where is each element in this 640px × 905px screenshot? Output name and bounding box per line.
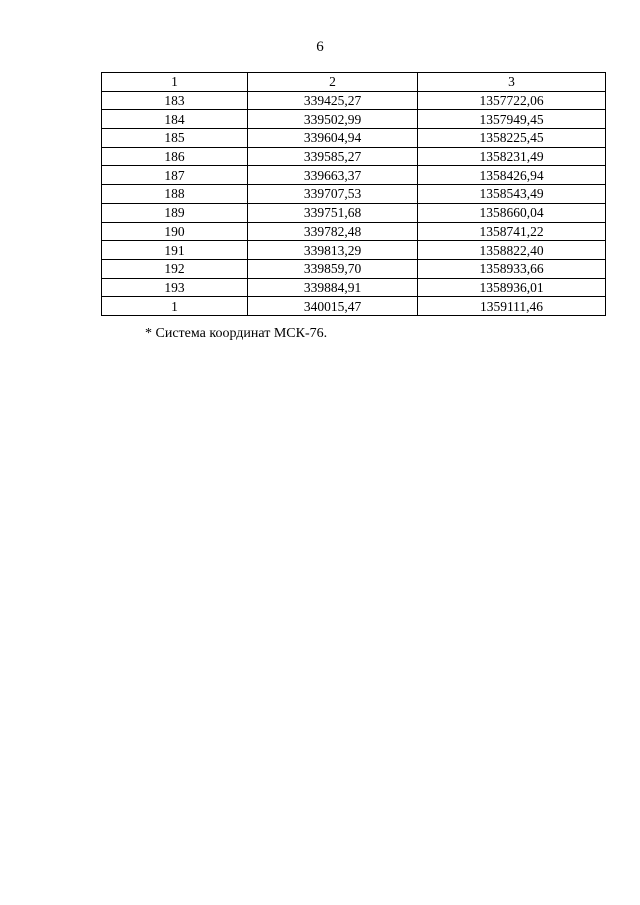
y-coordinate-cell: 1358225,45 <box>418 129 606 148</box>
y-coordinate-cell: 1357722,06 <box>418 91 606 110</box>
table-row <box>102 129 606 148</box>
table-row <box>102 110 606 129</box>
table-row <box>102 91 606 110</box>
point-number-cell: 186 <box>102 147 248 166</box>
column-header-2: 2 <box>248 73 418 92</box>
column-header-1: 1 <box>102 73 248 92</box>
table-row <box>102 222 606 241</box>
coordinates-table <box>101 72 606 316</box>
y-coordinate-cell: 1358543,49 <box>418 185 606 204</box>
y-coordinate-cell: 1358822,40 <box>418 241 606 260</box>
coordinate-system-footnote: * Система координат МСК-76. <box>145 326 328 341</box>
column-header-3: 3 <box>418 73 606 92</box>
table-row <box>102 259 606 278</box>
point-number-cell: 185 <box>102 129 248 148</box>
x-coordinate-cell: 339425,27 <box>248 91 418 110</box>
point-number-cell: 189 <box>102 203 248 222</box>
x-coordinate-cell: 339782,48 <box>248 222 418 241</box>
table-row <box>102 147 606 166</box>
x-coordinate-cell: 340015,47 <box>248 297 418 316</box>
table-row <box>102 203 606 222</box>
x-coordinate-cell: 339751,68 <box>248 203 418 222</box>
x-coordinate-cell: 339884,91 <box>248 278 418 297</box>
y-coordinate-cell: 1358741,22 <box>418 222 606 241</box>
point-number-cell: 188 <box>102 185 248 204</box>
x-coordinate-cell: 339604,94 <box>248 129 418 148</box>
table-header-row <box>102 73 606 92</box>
point-number-cell: 187 <box>102 166 248 185</box>
x-coordinate-cell: 339663,37 <box>248 166 418 185</box>
y-coordinate-cell: 1358426,94 <box>418 166 606 185</box>
y-coordinate-cell: 1359111,46 <box>418 297 606 316</box>
point-number-cell: 184 <box>102 110 248 129</box>
point-number-cell: 191 <box>102 241 248 260</box>
x-coordinate-cell: 339502,99 <box>248 110 418 129</box>
x-coordinate-cell: 339707,53 <box>248 185 418 204</box>
x-coordinate-cell: 339813,29 <box>248 241 418 260</box>
y-coordinate-cell: 1358231,49 <box>418 147 606 166</box>
x-coordinate-cell: 339585,27 <box>248 147 418 166</box>
page-number: 6 <box>316 39 324 55</box>
point-number-cell: 190 <box>102 222 248 241</box>
y-coordinate-cell: 1358933,66 <box>418 259 606 278</box>
y-coordinate-cell: 1357949,45 <box>418 110 606 129</box>
x-coordinate-cell: 339859,70 <box>248 259 418 278</box>
point-number-cell: 192 <box>102 259 248 278</box>
table-row <box>102 166 606 185</box>
y-coordinate-cell: 1358936,01 <box>418 278 606 297</box>
point-number-cell: 1 <box>102 297 248 316</box>
y-coordinate-cell: 1358660,04 <box>418 203 606 222</box>
table-row <box>102 241 606 260</box>
point-number-cell: 183 <box>102 91 248 110</box>
table-row <box>102 278 606 297</box>
table-row <box>102 297 606 316</box>
point-number-cell: 193 <box>102 278 248 297</box>
table-row <box>102 185 606 204</box>
